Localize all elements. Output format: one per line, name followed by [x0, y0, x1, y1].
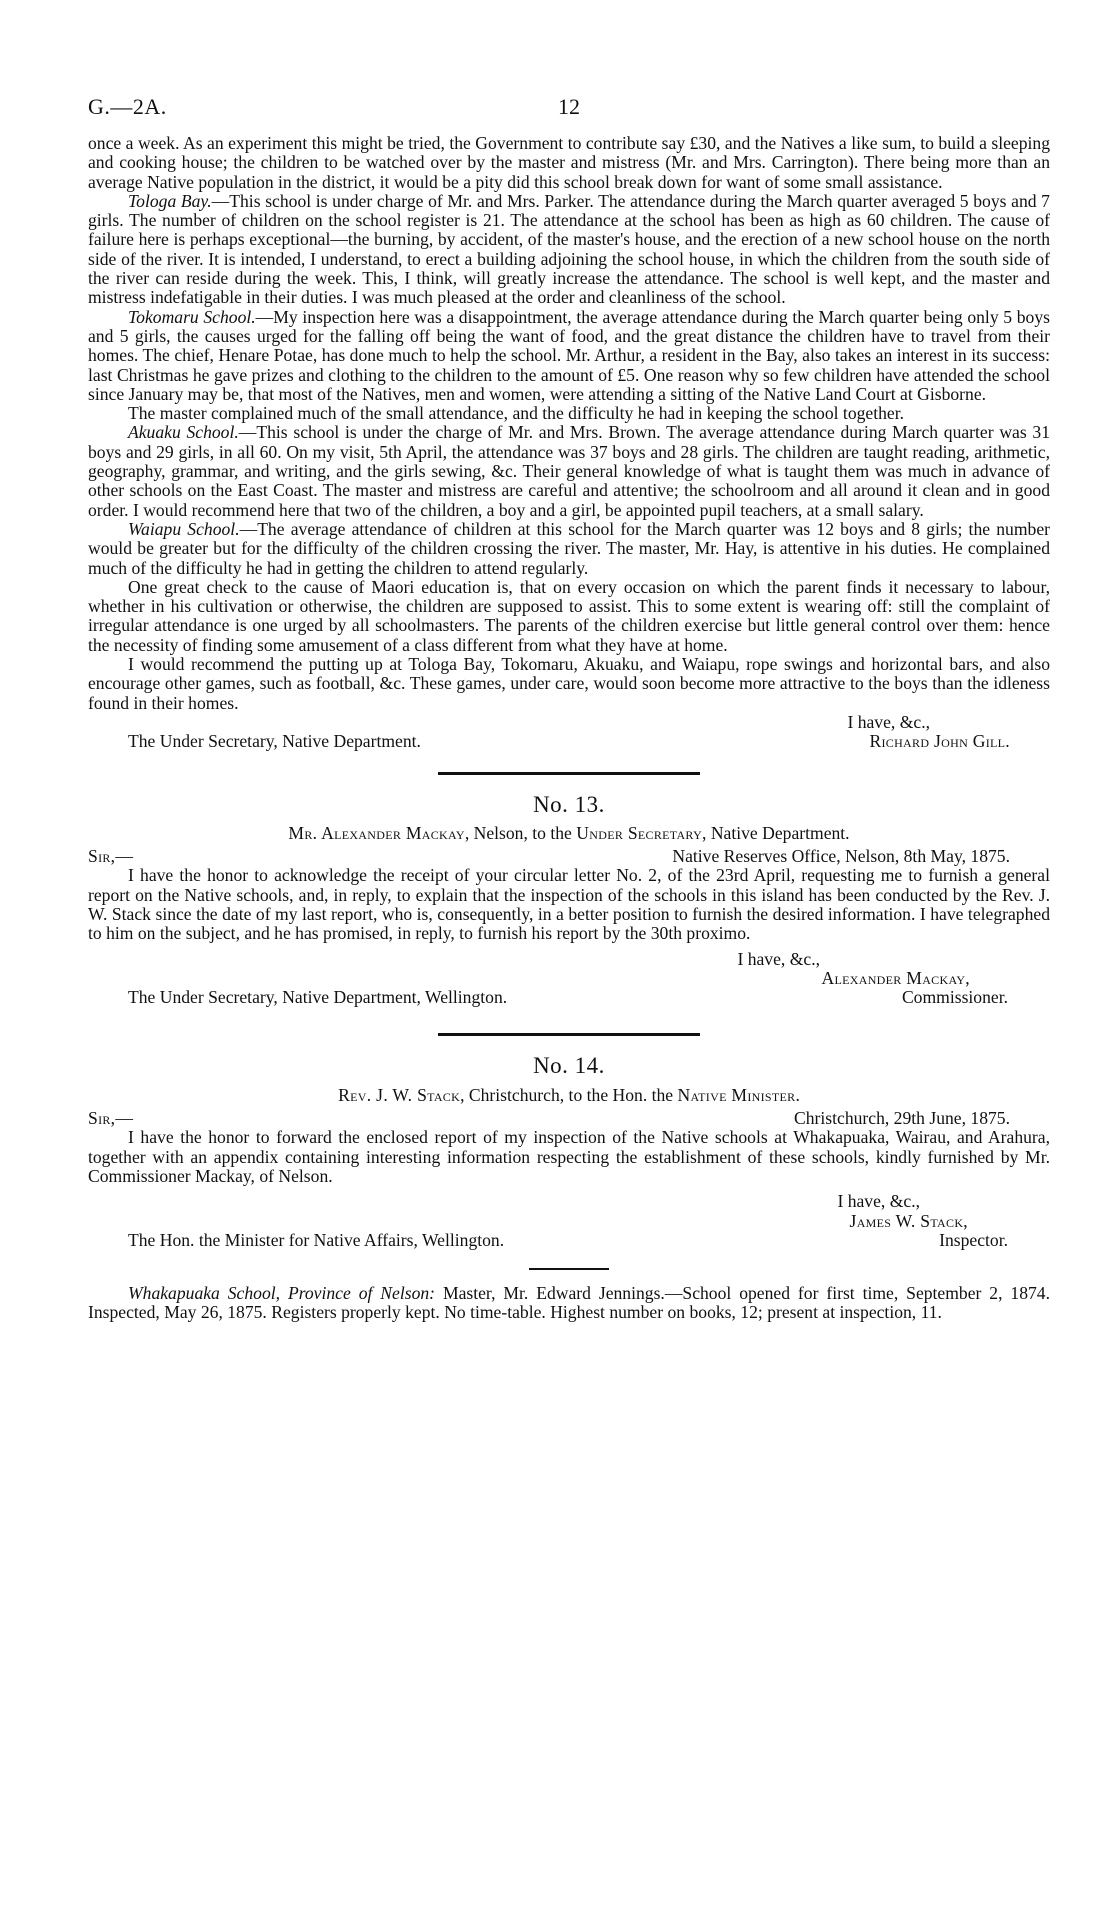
letter-body: I have the honor to forward the enclosed report of my inspection of the Native schools at Whakapuaka, Wairau, and Arahura, together with an appendix containing interesting information respecting the establishment of these schools, kindly furnished by Mr. Commissioner Mackay, of Nelson. — [88, 1127, 1050, 1186]
closing-line: I have, &c., — [737, 948, 820, 969]
signature-block — [88, 732, 1050, 751]
signature-block — [88, 988, 1050, 1007]
paragraph-text: —My inspection here was a disappointment, the average attendance during the March quarter being only 5 boys and 5 girls, the causes urged for the falling off being the want of food, and the great distance the children have to travel from their homes. The chief, Henare Potae, has done much to help the school. Mr. Arthur, a resident in the Bay, also takes an interest in its success: last Christmas he gave prizes and clothing to the children to the amount of £5. One reason why so few children have attended the school since January may be, that most of the Natives, men and women, were attending a sitting of the Native Land Court at Gisborne. — [88, 306, 1050, 404]
letter-from-line — [88, 824, 1050, 843]
sender-name: Mr. Alexander Mackay — [288, 822, 465, 843]
page-number: 12 — [558, 94, 580, 119]
signer-title: Commissioner. — [901, 987, 1008, 1008]
salutation-line — [88, 847, 1050, 866]
letter-body: I have the honor to acknowledge the receipt of your circular letter No. 2, of the 23rd April, requesting me to furnish a general report on the Native schools, and, in reply, to explain that the inspection of the schools in this island has been conducted by the Rev. J. W. Stack since the date of my last report, who is, consequently, in a better position to furnish the desired information. I have telegraphed to him on the subject, and he has promised, in reply, to furnish his report by the 30th proximo. — [88, 865, 1050, 944]
paragraph-text: —This school is under the charge of Mr. and Mrs. Brown. The average attendance during March quarter was 31 boys and 29 girls, in all 60. On my visit, 5th April, the attendance was 37 boys and 28 girls. The children are taught reading, arithmetic, geography, grammar, and writing, and the girls sewing, &c. Their general knowledge of what is taught them was much in advance of other schools on the East Coast. The master and mistress are careful and attentive; the schoolroom and all around it clean and in good order. I would recommend here that two of the children, a boy and a girl, be appointed pupil teachers, at a small salary. — [88, 422, 1050, 520]
paragraph-recommendation: I would recommend the putting up at Tologa Bay, Tokomaru, Akuaku, and Waiapu, rope swings and horizontal bars, and also encourage other games, such as football, &c. These games, under care, would soon become more attractive to the boys than the idleness found in their homes. — [88, 654, 1050, 713]
from-text: , Native Department. — [702, 822, 850, 843]
letter-from-line — [88, 1086, 1050, 1105]
addressee: The Under Secretary, Native Department. — [128, 731, 421, 752]
paragraph-waiapu — [88, 520, 1050, 578]
closing-line: I have, &c., — [837, 1191, 920, 1212]
section-title-no13: No. 13. — [533, 791, 605, 817]
document-page — [88, 94, 1050, 1323]
paragraph-great-check: One great check to the cause of Maori education is, that on every occasion on which the parent finds it necessary to labour, whether in his cultivation or otherwise, the children are supposed to assist. This to some extent is wearing off: still the complaint of irregular attendance is one urged by all schoolmasters. The parents of the children exercise but little general control over them: hence the necessity of finding some amusement of a class different from what they have at home. — [88, 576, 1050, 655]
paragraph-akuaku — [88, 423, 1050, 519]
paragraph-tologa — [88, 192, 1050, 308]
from-text: , Christchurch, to the Hon. the — [460, 1084, 678, 1105]
sender-name: Rev. J. W. Stack — [338, 1084, 461, 1105]
paragraph-master-complaint: The master complained much of the small attendance, and the difficulty he had in keeping the school together. — [128, 403, 904, 424]
school-heading: Akuaku School. — [128, 422, 239, 443]
place-date: Native Reserves Office, Nelson, 8th May, 1875. — [672, 846, 1010, 867]
paragraph-text: —This school is under charge of Mr. and Mrs. Parker. The attendance during the March quarter averaged 5 boys and 7 girls. The number of children on the school register is 21. The attendance at the school has been as high as 60 children. The cause of failure here is perhaps exceptional—the burning, by accident, of the master's house, and the erection of a new school house on the north side of the river. It is intended, I understand, to erect a building adjoining the school house, in which the children from the south side of the river can reside during the week. This, I think, will greatly increase the attendance. The school is well kept, and the master and mistress indefatigable in their duties. I was much pleased at the order and cleanliness of the school. — [88, 190, 1050, 308]
closing-line: I have, &c., — [847, 711, 930, 732]
from-text: , Nelson, to the — [464, 822, 577, 843]
signer-title: Inspector. — [939, 1229, 1008, 1250]
recipient-name: Under Secretary — [576, 822, 703, 843]
signer-name: James W. Stack, — [849, 1210, 968, 1231]
paragraph-text: —The average attendance of children at this school for the March quarter was 12 boys and 8 girls; the number would be greater but for the difficulty of the children crossing the river. The master, Mr. Hay, is attentive in his duties. He complained much of the difficulty he had in getting the children to attend regularly. — [88, 518, 1050, 578]
addressee: The Hon. the Minister for Native Affairs, Wellington. — [128, 1229, 505, 1250]
signer-name: Richard John Gill. — [869, 731, 1010, 752]
section-divider — [438, 1033, 700, 1036]
paragraph-tokomaru — [88, 308, 1050, 404]
paragraph: once a week. As an experiment this might be tried, the Government to contribute say £30, and the Natives a like sum, to build a sleeping and cooking house; the children to be watched over by the master and mistress (Mr. and Mrs. Carrington). There being more than an average Native population in the district, it would be a pity did this school break down for want of some small assistance. — [88, 133, 1050, 192]
salutation-line — [88, 1109, 1050, 1128]
addressee: The Under Secretary, Native Department, Wellington. — [128, 987, 508, 1008]
section-title-no14: No. 14. — [533, 1053, 605, 1079]
from-text: . — [795, 1084, 800, 1105]
salutation: Sir,— — [88, 1108, 134, 1129]
school-heading: Tokomaru School. — [128, 306, 256, 327]
signer-name: Alexander Mackay, — [821, 967, 970, 988]
document-code: G.—2A. — [88, 94, 167, 119]
document-body — [88, 134, 1050, 1323]
recipient-name: Native Minister — [677, 1084, 796, 1105]
signature-block — [88, 1231, 1050, 1250]
salutation: Sir,— — [88, 846, 134, 867]
place-date: Christchurch, 29th June, 1875. — [794, 1108, 1010, 1129]
section-divider — [438, 772, 700, 775]
school-heading: Whakapuaka School, Province of Nelson: — [128, 1283, 436, 1304]
running-header — [88, 94, 1050, 134]
section-divider — [529, 1268, 609, 1270]
school-heading: Waiapu School. — [128, 518, 240, 539]
school-heading: Tologa Bay. — [128, 190, 212, 211]
paragraph-whakapuaka — [88, 1284, 1050, 1323]
paragraph-text: Master, Mr. Edward Jennings.—School opened for first time, September 2, 1874. Inspected, May 26, 1875. Registers properly kept. No time-table. Highest number on books, 12; present at inspection, 11. — [88, 1283, 1050, 1323]
